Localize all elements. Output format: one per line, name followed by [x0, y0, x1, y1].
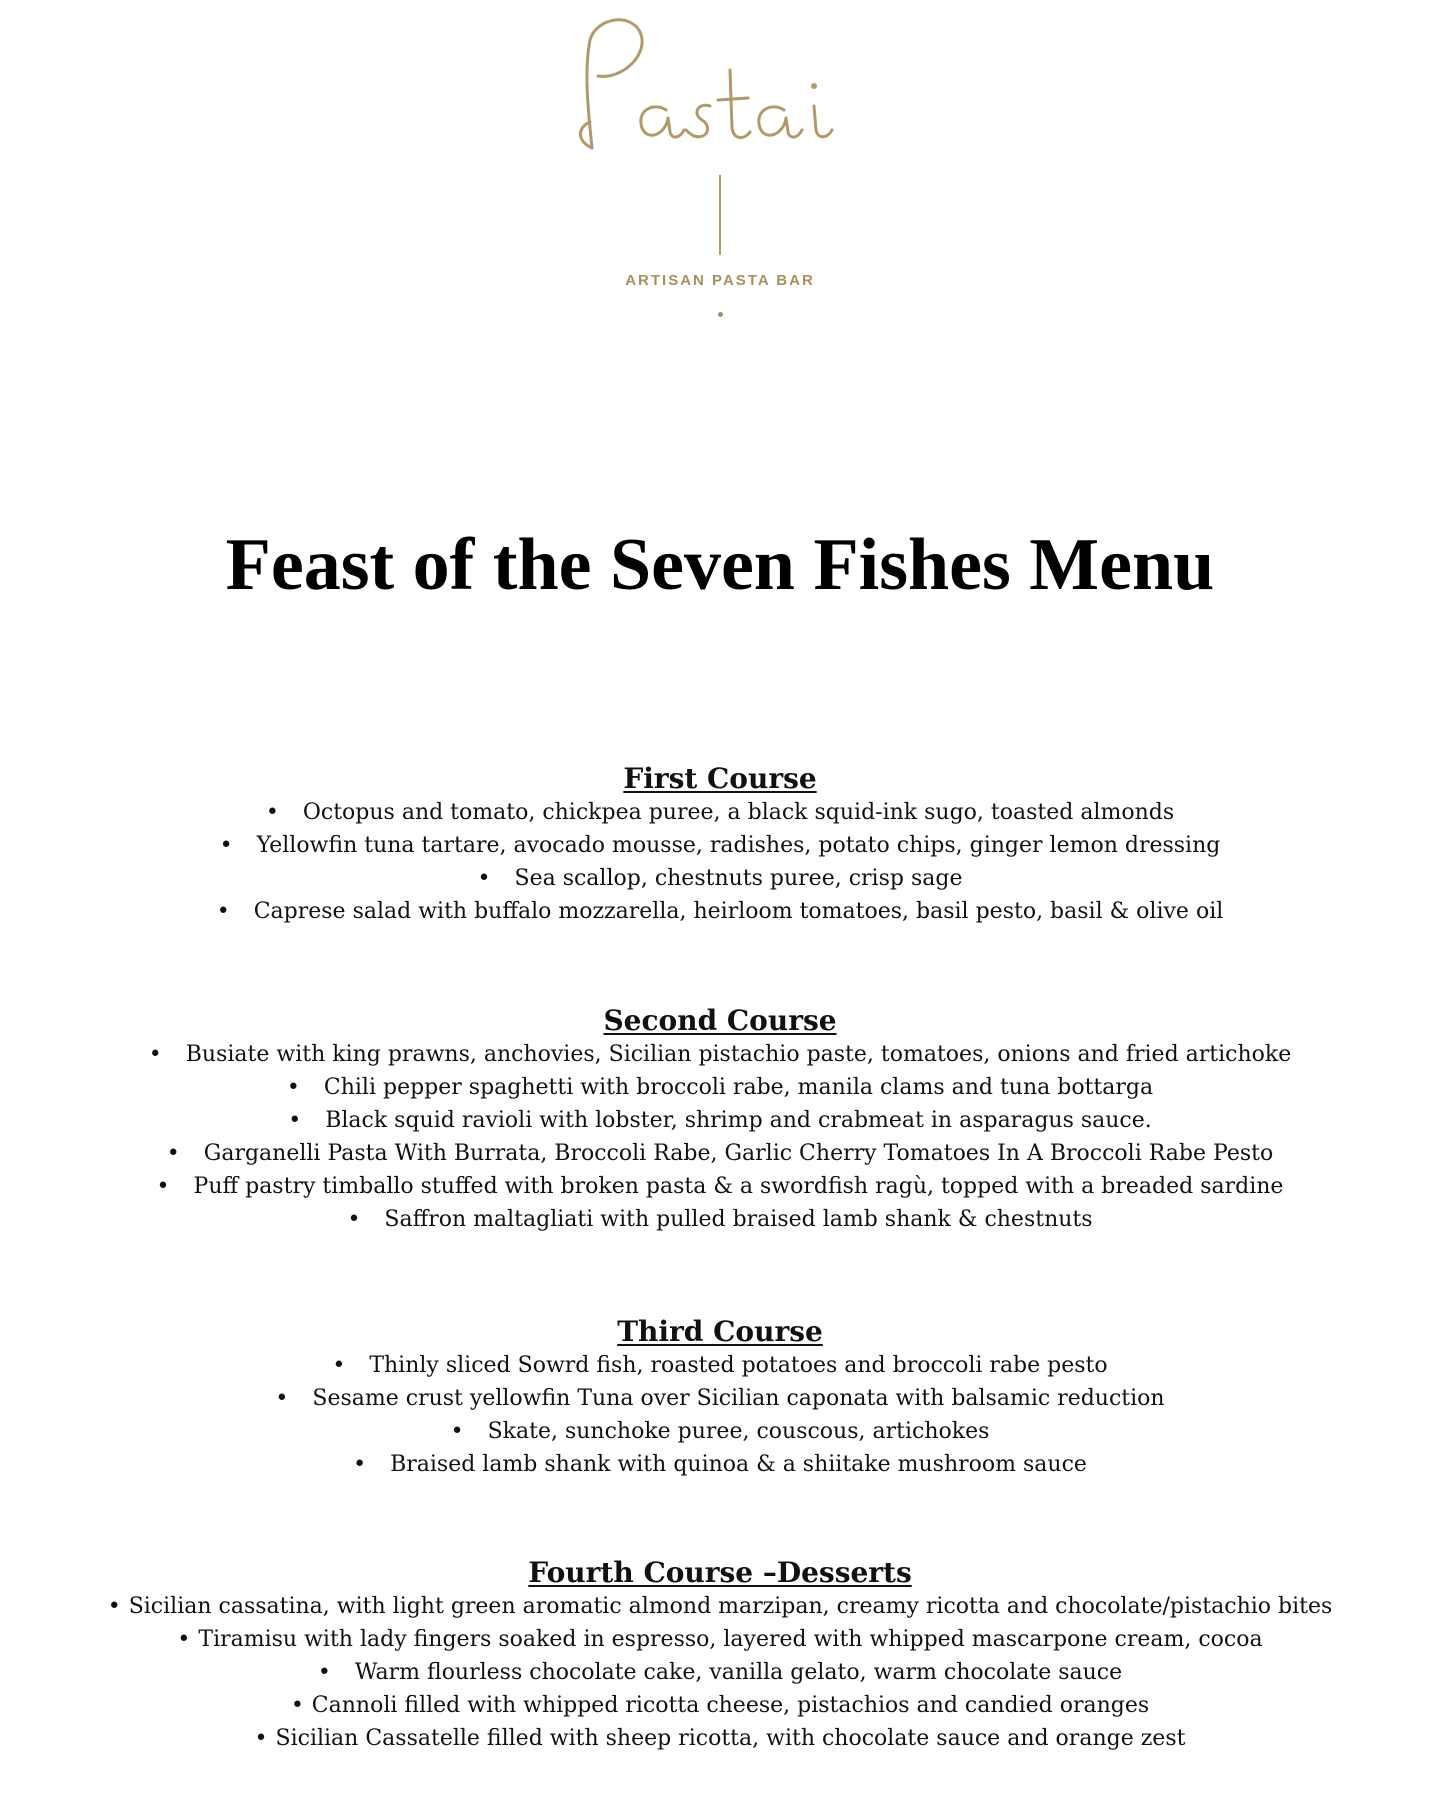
bullet-icon: •	[477, 866, 491, 891]
menu-item: • Skate, sunchoke puree, couscous, artichokes	[0, 1415, 1440, 1448]
course-items	[0, 796, 1440, 928]
logo-divider-line	[719, 175, 721, 255]
menu-item: • Sicilian Cassatelle filled with sheep ricotta, with chocolate sauce and orange zest	[0, 1722, 1440, 1755]
bullet-icon: •	[332, 1353, 346, 1378]
bullet-icon: •	[275, 1386, 289, 1411]
bullet-icon: •	[177, 1627, 191, 1652]
menu-item: • Sea scallop, chestnuts puree, crisp sage	[0, 862, 1440, 895]
bullet-icon: •	[317, 1660, 331, 1685]
course-heading: Second Course	[603, 1004, 837, 1037]
course-first	[0, 762, 1440, 928]
menu-item: • Yellowfin tuna tartare, avocado mousse, radishes, potato chips, ginger lemon dressing	[0, 829, 1440, 862]
logo-tagline: ARTISAN PASTA BAR	[625, 272, 815, 289]
course-heading: First Course	[623, 762, 817, 795]
bullet-icon: •	[286, 1075, 300, 1100]
pastai-logo	[0, 10, 1440, 320]
menu-item: • Sesame crust yellowfin Tuna over Sicilian caponata with balsamic reduction	[0, 1382, 1440, 1415]
menu-item: • Sicilian cassatina, with light green aromatic almond marzipan, creamy ricotta and chocolate/pistachio bites	[0, 1590, 1440, 1623]
course-heading: Third Course	[617, 1315, 823, 1348]
menu-item: • Busiate with king prawns, anchovies, Sicilian pistachio paste, tomatoes, onions and fried artichoke	[0, 1038, 1440, 1071]
course-items	[0, 1038, 1440, 1236]
pastai-wordmark-logo	[570, 10, 870, 160]
bullet-icon: •	[219, 833, 233, 858]
menu-title: Feast of the Seven Fishes Menu	[225, 524, 1215, 606]
menu-item: • Black squid ravioli with lobster, shrimp and crabmeat in asparagus sauce.	[0, 1104, 1440, 1137]
bullet-icon: •	[353, 1452, 367, 1477]
menu-item: • Tiramisu with lady fingers soaked in espresso, layered with whipped mascarpone cream, cocoa	[0, 1623, 1440, 1656]
menu-item: • Chili pepper spaghetti with broccoli rabe, manila clams and tuna bottarga	[0, 1071, 1440, 1104]
menu-item: • Thinly sliced Sowrd fish, roasted potatoes and broccoli rabe pesto	[0, 1349, 1440, 1382]
menu-item: • Octopus and tomato, chickpea puree, a black squid-ink sugo, toasted almonds	[0, 796, 1440, 829]
menu-item: • Puff pastry timballo stuffed with broken pasta & a swordfish ragù, topped with a breaded sardine	[0, 1170, 1440, 1203]
bullet-icon: •	[347, 1207, 361, 1232]
course-fourth-desserts	[0, 1556, 1440, 1755]
course-items	[0, 1590, 1440, 1755]
course-second	[0, 1004, 1440, 1236]
menu-item: • Warm flourless chocolate cake, vanilla gelato, warm chocolate sauce	[0, 1656, 1440, 1689]
bullet-icon: •	[265, 800, 279, 825]
bullet-icon: •	[254, 1726, 268, 1751]
bullet-icon: •	[156, 1174, 170, 1199]
course-third	[0, 1315, 1440, 1481]
menu-item: • Saffron maltagliati with pulled braised lamb shank & chestnuts	[0, 1203, 1440, 1236]
menu-item: • Cannoli filled with whipped ricotta cheese, pistachios and candied oranges	[0, 1689, 1440, 1722]
menu-item: • Braised lamb shank with quinoa & a shiitake mushroom sauce	[0, 1448, 1440, 1481]
bullet-icon: •	[288, 1108, 302, 1133]
bullet-icon: •	[148, 1042, 162, 1067]
bullet-icon: •	[290, 1693, 304, 1718]
course-items	[0, 1349, 1440, 1481]
menu-item: • Caprese salad with buffalo mozzarella, heirloom tomatoes, basil pesto, basil & olive oil	[0, 895, 1440, 928]
bullet-icon: •	[216, 899, 230, 924]
bullet-icon: •	[450, 1419, 464, 1444]
course-heading: Fourth Course –Desserts	[528, 1556, 912, 1589]
menu-item: • Garganelli Pasta With Burrata, Broccoli Rabe, Garlic Cherry Tomatoes In A Broccoli Rabe Pesto	[0, 1137, 1440, 1170]
bullet-icon: •	[107, 1594, 121, 1619]
bullet-icon: •	[166, 1141, 180, 1166]
logo-dot	[718, 312, 723, 317]
